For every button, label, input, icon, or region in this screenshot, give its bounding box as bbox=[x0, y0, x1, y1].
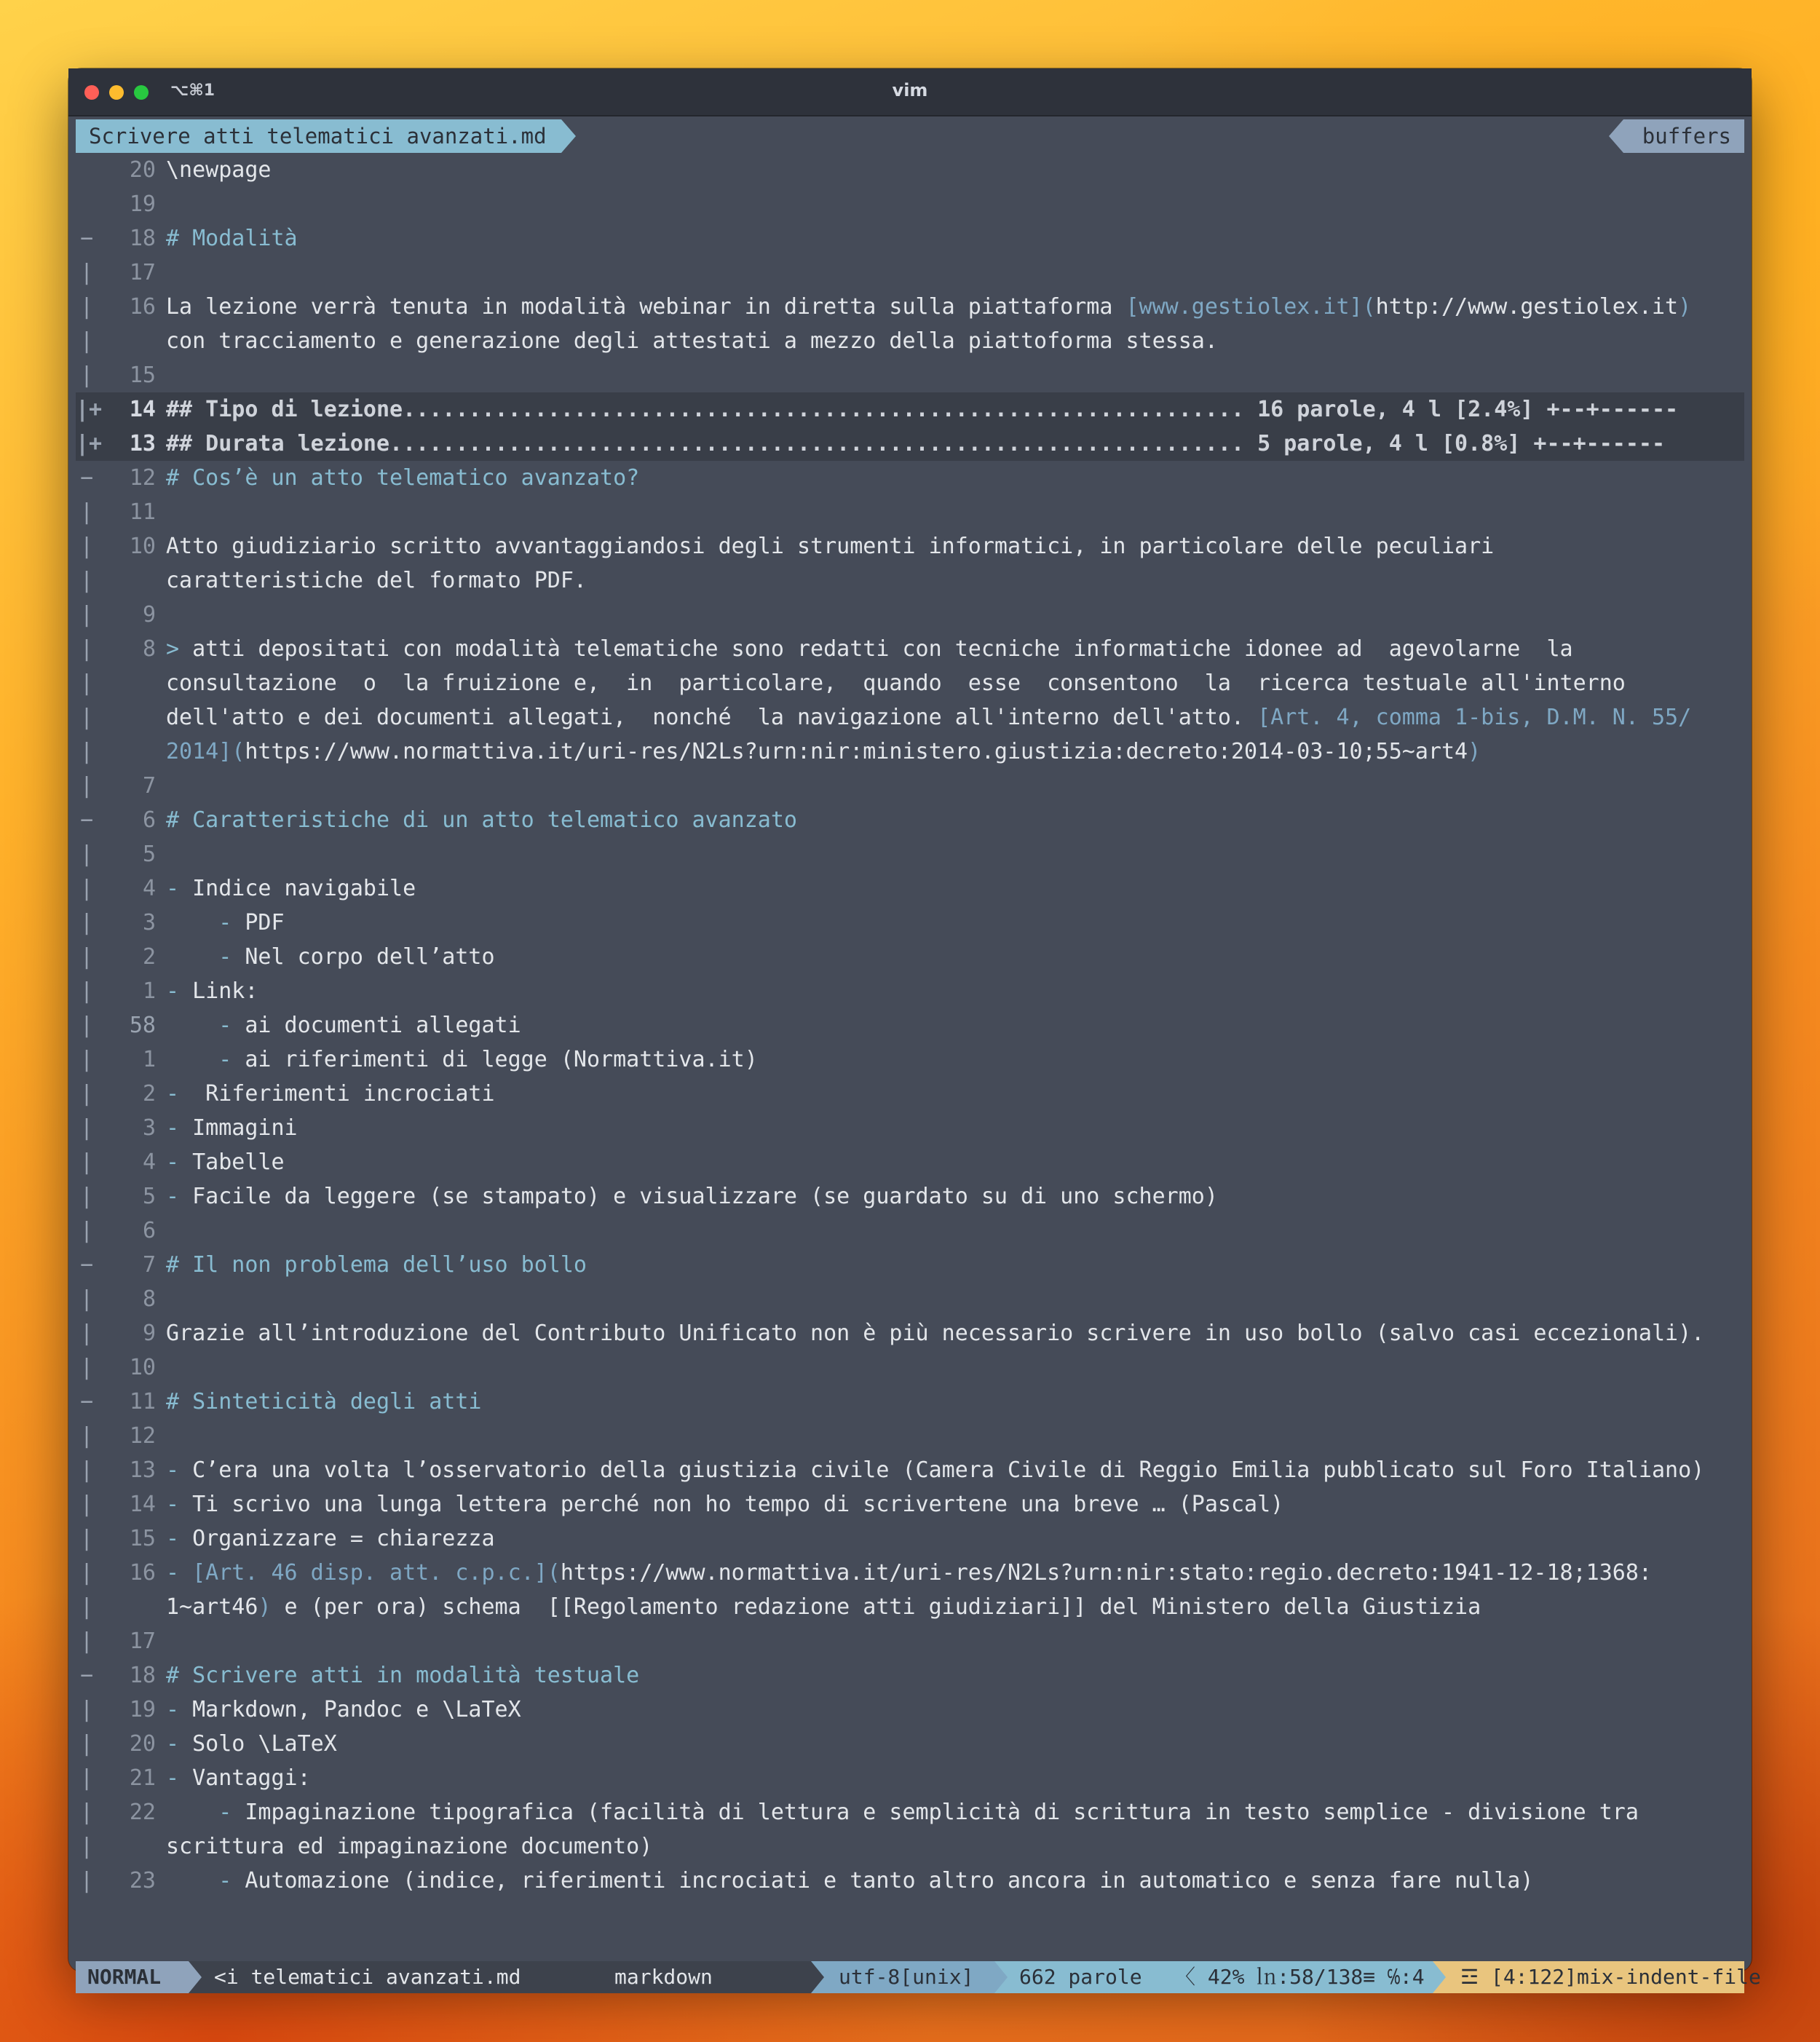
line-text bbox=[166, 1111, 1744, 1145]
fold-column[interactable]: − bbox=[79, 1389, 94, 1414]
fold-column[interactable]: | bbox=[79, 1149, 94, 1175]
status-filename: <i telematici avanzati.md bbox=[214, 1965, 521, 1989]
line-number: 19 bbox=[129, 191, 156, 217]
fold-column[interactable]: | bbox=[79, 534, 94, 559]
editor-line[interactable] bbox=[76, 1556, 1744, 1590]
mode-indicator: NORMAL bbox=[76, 1961, 189, 1993]
line-number: 1 bbox=[142, 1047, 156, 1072]
fold-column[interactable]: | bbox=[79, 910, 94, 935]
fold-column[interactable]: | bbox=[79, 1594, 94, 1620]
line-text bbox=[166, 1316, 1744, 1350]
editor-line[interactable] bbox=[76, 563, 1744, 598]
text-segment: 1~art46 bbox=[166, 1594, 258, 1620]
fold-column[interactable]: | bbox=[79, 1184, 94, 1209]
text-segment: e (per ora) schema [[Regolamento redazione atti giudiziari]] del Ministero della Giustizia bbox=[271, 1594, 1481, 1620]
line-text bbox=[166, 324, 1744, 358]
line-text bbox=[166, 700, 1744, 735]
line-number: 15 bbox=[129, 1526, 156, 1551]
fold-column[interactable]: | bbox=[79, 1492, 94, 1517]
markdown-markup: - bbox=[218, 944, 232, 970]
editor-line[interactable] bbox=[76, 324, 1744, 358]
line-text bbox=[166, 974, 1744, 1008]
fold-column[interactable]: | bbox=[79, 670, 94, 696]
line-number: 10 bbox=[129, 534, 156, 559]
folded-line[interactable] bbox=[76, 427, 1744, 461]
fold-column[interactable]: | bbox=[79, 294, 94, 320]
line-text bbox=[166, 1077, 1744, 1111]
line-number: 14 bbox=[129, 397, 156, 422]
fold-column[interactable]: | bbox=[79, 1457, 94, 1483]
editor-line[interactable] bbox=[76, 256, 1744, 290]
markdown-markup: - bbox=[218, 1013, 232, 1038]
line-number: 7 bbox=[142, 1252, 156, 1278]
markdown-markup: # Caratteristiche di un atto telematico avanzato bbox=[166, 807, 797, 833]
editor-line[interactable] bbox=[76, 1624, 1744, 1658]
editor-line[interactable] bbox=[76, 1693, 1744, 1727]
text-segment: ai documenti allegati bbox=[232, 1013, 521, 1038]
line-text bbox=[166, 803, 1744, 837]
markdown-markup: # Cos’è un atto telematico avanzato? bbox=[166, 465, 640, 491]
markdown-markup: # Modalità bbox=[166, 226, 298, 251]
fold-column[interactable]: − bbox=[79, 1252, 94, 1278]
text-segment: Indice navigabile bbox=[179, 876, 416, 901]
line-text bbox=[166, 1590, 1744, 1624]
line-number: 2 bbox=[142, 1081, 156, 1107]
line-text bbox=[166, 1658, 1744, 1693]
line-text bbox=[166, 1761, 1744, 1795]
markdown-markup: - bbox=[166, 1560, 180, 1586]
line-number: 16 bbox=[129, 294, 156, 320]
line-text bbox=[166, 529, 1744, 563]
line-number: 1 bbox=[142, 978, 156, 1004]
line-number: 3 bbox=[142, 1115, 156, 1141]
line-text bbox=[166, 1521, 1744, 1556]
line-text bbox=[166, 906, 1744, 940]
editor-line[interactable] bbox=[76, 1829, 1744, 1864]
text-segment: Solo \LaTeX bbox=[179, 1731, 337, 1757]
folded-line[interactable] bbox=[76, 392, 1744, 427]
editor-line[interactable] bbox=[76, 1179, 1744, 1214]
title-bar bbox=[68, 68, 1752, 116]
markdown-link: ) bbox=[1468, 739, 1481, 764]
line-number: 11 bbox=[129, 499, 156, 525]
text-segment: Grazie all’introduzione del Contributo Unificato non è più necessario scrivere in uso bollo (salvo casi eccezionali). bbox=[166, 1321, 1705, 1346]
markdown-markup: - bbox=[166, 1765, 180, 1791]
text-segment: Ti scrivo una lunga lettera perché non ho tempo di scrivertene una breve … (Pascal) bbox=[179, 1492, 1284, 1517]
editor-line[interactable] bbox=[76, 1795, 1744, 1829]
line-number: 5 bbox=[142, 842, 156, 867]
text-segment: https://www.normattiva.it/uri-res/N2Ls?urn:nir:ministero.giustizia:decreto:2014-03-10;55~art4 bbox=[245, 739, 1468, 764]
editor-line[interactable] bbox=[76, 1248, 1744, 1282]
line-number: 19 bbox=[129, 1697, 156, 1722]
line-text bbox=[166, 940, 1744, 974]
markdown-markup: # Scrivere atti in modalità testuale bbox=[166, 1663, 640, 1688]
fold-column[interactable]: | bbox=[79, 1629, 94, 1654]
editor-buffer[interactable] bbox=[76, 153, 1744, 1961]
fold-column[interactable]: | bbox=[79, 842, 94, 867]
text-segment: Organizzare = chiarezza bbox=[179, 1526, 495, 1551]
editor-line[interactable] bbox=[76, 598, 1744, 632]
text-segment: PDF bbox=[232, 910, 285, 935]
line-text bbox=[166, 735, 1744, 769]
editor-line[interactable] bbox=[76, 974, 1744, 1008]
fold-column[interactable]: | bbox=[79, 1115, 94, 1141]
fold-column[interactable]: | bbox=[79, 1560, 94, 1586]
line-number: 15 bbox=[129, 363, 156, 388]
text-segment: Impaginazione tipografica (facilità di lettura e semplicità di scrittura in testo semplice - divisione tra bbox=[232, 1800, 1639, 1825]
line-number: 12 bbox=[129, 465, 156, 491]
text-segment bbox=[166, 1800, 218, 1825]
fold-column[interactable]: | bbox=[79, 705, 94, 730]
fold-column[interactable]: | bbox=[79, 1047, 94, 1072]
text-segment: Immagini bbox=[179, 1115, 298, 1141]
line-number: 13 bbox=[129, 1457, 156, 1483]
text-segment bbox=[166, 910, 218, 935]
markdown-markup: > bbox=[166, 636, 180, 662]
status-filetype: markdown bbox=[614, 1965, 713, 1989]
fold-column[interactable]: | bbox=[79, 1081, 94, 1107]
status-word-count: 662 parole bbox=[994, 1961, 1433, 1993]
fold-column[interactable]: | bbox=[79, 1286, 94, 1312]
markdown-markup: - bbox=[218, 1800, 232, 1825]
markdown-markup: # Il non problema dell’uso bollo bbox=[166, 1252, 587, 1278]
markdown-link: [Art. 4, comma 1-bis, D.M. N. 55/ bbox=[1257, 705, 1692, 730]
line-text bbox=[166, 1042, 1744, 1077]
fold-column[interactable]: | bbox=[79, 602, 94, 628]
fold-column[interactable]: | bbox=[79, 1321, 94, 1346]
line-number: 5 bbox=[142, 1184, 156, 1209]
fold-column[interactable]: | bbox=[79, 636, 94, 662]
fold-column[interactable]: | bbox=[79, 1526, 94, 1551]
editor-line[interactable] bbox=[76, 1864, 1744, 1898]
line-number: 3 bbox=[142, 910, 156, 935]
line-text bbox=[166, 1385, 1744, 1419]
line-text bbox=[166, 1795, 1744, 1829]
text-segment: ai riferimenti di legge (Normattiva.it) bbox=[232, 1047, 758, 1072]
window-title: vim bbox=[892, 80, 928, 100]
line-text bbox=[166, 221, 1744, 256]
fold-column[interactable]: | bbox=[79, 260, 94, 285]
line-text bbox=[166, 1829, 1744, 1864]
line-text bbox=[166, 427, 1744, 461]
markdown-markup: - bbox=[166, 1492, 180, 1517]
markdown-markup: - bbox=[166, 978, 180, 1004]
text-segment: ## Tipo di lezione................................................................ 16 parole, 4 l [2.4%] +--+------ bbox=[166, 397, 1679, 422]
line-number: 58 bbox=[129, 1013, 156, 1038]
text-segment: Riferimenti incrociati bbox=[179, 1081, 495, 1107]
line-number: 23 bbox=[129, 1868, 156, 1893]
markdown-markup: - bbox=[166, 1731, 180, 1757]
line-number: 7 bbox=[142, 773, 156, 799]
markdown-link: 2014]( bbox=[166, 739, 245, 764]
editor-line[interactable] bbox=[76, 1111, 1744, 1145]
line-number: 14 bbox=[129, 1492, 156, 1517]
line-number: 6 bbox=[142, 1218, 156, 1243]
text-segment: atti depositati con modalità telematiche sono redatti con tecniche informatiche idonee ad agevolarne la bbox=[179, 636, 1573, 662]
editor-line[interactable] bbox=[76, 803, 1744, 837]
text-segment: Automazione (indice, riferimenti incrociati e tanto altro ancora in automatico e senza fare nulla) bbox=[232, 1868, 1534, 1893]
line-text bbox=[166, 1248, 1744, 1282]
fold-column[interactable]: − bbox=[79, 807, 94, 833]
line-number: 8 bbox=[142, 636, 156, 662]
fold-column[interactable]: | bbox=[79, 773, 94, 799]
fold-column[interactable]: | bbox=[79, 1834, 94, 1859]
editor-line[interactable] bbox=[76, 290, 1744, 324]
text-segment bbox=[166, 1868, 218, 1893]
line-text bbox=[166, 563, 1744, 598]
editor-line[interactable] bbox=[76, 1008, 1744, 1042]
fold-column[interactable]: | bbox=[79, 1868, 94, 1893]
fold-column[interactable]: | bbox=[79, 978, 94, 1004]
fold-column[interactable]: | bbox=[79, 1355, 94, 1380]
fold-column[interactable]: |+ bbox=[76, 397, 103, 422]
fold-column[interactable]: | bbox=[79, 568, 94, 593]
line-number: 17 bbox=[129, 1629, 156, 1654]
line-number: 17 bbox=[129, 260, 156, 285]
editor-line[interactable] bbox=[76, 1658, 1744, 1693]
editor-line[interactable] bbox=[76, 769, 1744, 803]
fold-column[interactable]: | bbox=[79, 1765, 94, 1791]
buffer-tab-active[interactable]: Scrivere atti telematici avanzati.md bbox=[76, 119, 561, 153]
editor-line[interactable] bbox=[76, 1385, 1744, 1419]
editor-line[interactable] bbox=[76, 940, 1744, 974]
markdown-markup: - bbox=[166, 876, 180, 901]
fold-column[interactable]: | bbox=[79, 944, 94, 970]
line-number: 4 bbox=[142, 876, 156, 901]
editor-line[interactable] bbox=[76, 906, 1744, 940]
line-number: 8 bbox=[142, 1286, 156, 1312]
text-segment: Atto giudiziario scritto avvantaggiandosi degli strumenti informatici, in particolare delle peculiari bbox=[166, 534, 1495, 559]
markdown-markup: - bbox=[166, 1149, 180, 1175]
text-segment: con tracciamento e generazione degli attestati a mezzo della piattoforma stessa. bbox=[166, 328, 1218, 354]
line-text bbox=[166, 1179, 1744, 1214]
fold-column[interactable]: | bbox=[79, 1731, 94, 1757]
line-number: 21 bbox=[129, 1765, 156, 1791]
line-number: 11 bbox=[129, 1389, 156, 1414]
fold-column[interactable]: | bbox=[79, 328, 94, 354]
editor-line[interactable] bbox=[76, 221, 1744, 256]
line-text bbox=[166, 153, 1744, 187]
vim-tabline bbox=[76, 119, 1744, 153]
text-segment: \newpage bbox=[166, 157, 272, 183]
editor-line[interactable] bbox=[76, 1282, 1744, 1316]
line-number: 9 bbox=[142, 1321, 156, 1346]
fold-column[interactable]: − bbox=[79, 1663, 94, 1688]
editor-line[interactable] bbox=[76, 1077, 1744, 1111]
fold-column[interactable]: − bbox=[79, 226, 94, 251]
editor-line[interactable] bbox=[76, 1042, 1744, 1077]
text-segment: C’era una volta l’osservatorio della giustizia civile (Camera Civile di Reggio Emilia pubblicato sul Foro Italiano) bbox=[179, 1457, 1705, 1483]
editor-line[interactable] bbox=[76, 153, 1744, 187]
text-segment: consultazione o la fruizione e, in particolare, quando esse consentono la ricerca testuale all'interno bbox=[166, 670, 1626, 696]
markdown-markup: - bbox=[166, 1115, 180, 1141]
markdown-markup: - bbox=[218, 1868, 232, 1893]
line-number: 16 bbox=[129, 1560, 156, 1586]
vim-statusline bbox=[76, 1961, 1761, 1993]
fold-column[interactable]: | bbox=[79, 363, 94, 388]
text-segment: Facile da leggere (se stampato) e visualizzare (se guardato su di uno schermo) bbox=[179, 1184, 1218, 1209]
line-text bbox=[166, 1556, 1744, 1590]
fold-column[interactable]: |+ bbox=[76, 431, 103, 456]
editor-line[interactable] bbox=[76, 1453, 1744, 1487]
line-number: 22 bbox=[129, 1800, 156, 1825]
fold-column[interactable]: | bbox=[79, 1423, 94, 1449]
text-segment: caratteristiche del formato PDF. bbox=[166, 568, 587, 593]
text-segment: Tabelle bbox=[179, 1149, 285, 1175]
line-text bbox=[166, 871, 1744, 906]
fold-column[interactable]: | bbox=[79, 739, 94, 764]
editor-line[interactable] bbox=[76, 1214, 1744, 1248]
text-segment: https://www.normattiva.it/uri-res/N2Ls?urn:nir:stato:regio.decreto:1941-12-18;1368: bbox=[560, 1560, 1652, 1586]
fold-column[interactable]: − bbox=[79, 465, 94, 491]
editor-line[interactable] bbox=[76, 735, 1744, 769]
markdown-link: [www.gestiolex.it]( bbox=[1125, 294, 1376, 320]
markdown-markup: # Sinteticità degli atti bbox=[166, 1389, 482, 1414]
line-text bbox=[166, 1453, 1744, 1487]
text-segment: dell'atto e dei documenti allegati, nonché la navigazione all'interno dell'atto. bbox=[166, 705, 1258, 730]
text-segment bbox=[166, 944, 218, 970]
markdown-markup: - bbox=[218, 1047, 232, 1072]
line-text bbox=[166, 1727, 1744, 1761]
text-segment bbox=[179, 1560, 192, 1586]
status-position: 〈 42% ㏑:58/138≡ ℅:4 bbox=[1175, 1965, 1425, 1989]
editor-line[interactable] bbox=[76, 1521, 1744, 1556]
line-number: 18 bbox=[129, 1663, 156, 1688]
editor-line[interactable] bbox=[76, 1145, 1744, 1179]
markdown-markup: - bbox=[166, 1457, 180, 1483]
line-text bbox=[166, 666, 1744, 700]
text-segment bbox=[166, 1013, 218, 1038]
fold-column[interactable]: | bbox=[79, 876, 94, 901]
editor-line[interactable] bbox=[76, 871, 1744, 906]
text-segment: http://www.gestiolex.it bbox=[1375, 294, 1679, 320]
line-text bbox=[166, 290, 1744, 324]
markdown-link: [Art. 46 disp. att. c.p.c.]( bbox=[192, 1560, 561, 1586]
editor-line[interactable] bbox=[76, 187, 1744, 221]
text-segment: Link: bbox=[179, 978, 258, 1004]
markdown-link: ) bbox=[1678, 294, 1692, 320]
editor-line[interactable] bbox=[76, 495, 1744, 529]
terminal-window bbox=[68, 68, 1761, 1989]
line-number: 6 bbox=[142, 807, 156, 833]
line-number: 9 bbox=[142, 602, 156, 628]
markdown-markup: - bbox=[166, 1526, 180, 1551]
editor-line[interactable] bbox=[76, 1761, 1744, 1795]
window-shortcut: ⌥⌘1 bbox=[170, 82, 215, 100]
editor-line[interactable] bbox=[76, 837, 1744, 871]
editor-line[interactable] bbox=[76, 1590, 1744, 1624]
editor-line[interactable] bbox=[76, 461, 1744, 495]
editor-line[interactable] bbox=[76, 1487, 1744, 1521]
status-warning: ☲ [4:122]mix-indent-file bbox=[1433, 1961, 1744, 1993]
line-number: 20 bbox=[129, 1731, 156, 1757]
editor-line[interactable] bbox=[76, 700, 1744, 735]
text-segment: La lezione verrà tenuta in modalità webinar in diretta sulla piattaforma bbox=[166, 294, 1126, 320]
editor-line[interactable] bbox=[76, 1727, 1744, 1761]
editor-line[interactable] bbox=[76, 1419, 1744, 1453]
line-number: 10 bbox=[129, 1355, 156, 1380]
line-number: 13 bbox=[129, 431, 156, 456]
fold-column[interactable]: | bbox=[79, 499, 94, 525]
markdown-markup: - bbox=[166, 1081, 180, 1107]
markdown-markup: - bbox=[166, 1697, 180, 1722]
status-encoding: utf-8[unix] bbox=[811, 1961, 994, 1993]
text-segment: scrittura ed impaginazione documento) bbox=[166, 1834, 653, 1859]
buffers-label[interactable]: buffers bbox=[1623, 119, 1744, 153]
text-segment: Vantaggi: bbox=[179, 1765, 311, 1791]
markdown-link: ) bbox=[258, 1594, 272, 1620]
editor-line[interactable] bbox=[76, 666, 1744, 700]
text-segment: ## Durata lezione................................................................. 5 parole, 4 l [0.8%] +--+------ bbox=[166, 431, 1666, 456]
editor-line[interactable] bbox=[76, 632, 1744, 666]
editor-line[interactable] bbox=[76, 358, 1744, 392]
editor-line[interactable] bbox=[76, 1350, 1744, 1385]
fold-column[interactable]: | bbox=[79, 1218, 94, 1243]
line-text bbox=[166, 1693, 1744, 1727]
line-text bbox=[166, 1864, 1744, 1898]
markdown-markup: - bbox=[218, 910, 232, 935]
text-segment: Nel corpo dell’atto bbox=[232, 944, 495, 970]
editor-line[interactable] bbox=[76, 1316, 1744, 1350]
line-text bbox=[166, 1487, 1744, 1521]
line-number: 4 bbox=[142, 1149, 156, 1175]
fold-column[interactable]: | bbox=[79, 1013, 94, 1038]
line-text bbox=[166, 1008, 1744, 1042]
line-text bbox=[166, 392, 1744, 427]
text-segment: Markdown, Pandoc e \LaTeX bbox=[179, 1697, 521, 1722]
markdown-markup: - bbox=[166, 1184, 180, 1209]
line-text bbox=[166, 461, 1744, 495]
line-number: 2 bbox=[142, 944, 156, 970]
line-number: 20 bbox=[129, 157, 156, 183]
text-segment bbox=[166, 1047, 218, 1072]
line-number: 18 bbox=[129, 226, 156, 251]
line-text bbox=[166, 632, 1744, 666]
line-number: 12 bbox=[129, 1423, 156, 1449]
line-text bbox=[166, 1145, 1744, 1179]
editor-line[interactable] bbox=[76, 529, 1744, 563]
fold-column[interactable]: | bbox=[79, 1697, 94, 1722]
fold-column[interactable]: | bbox=[79, 1800, 94, 1825]
